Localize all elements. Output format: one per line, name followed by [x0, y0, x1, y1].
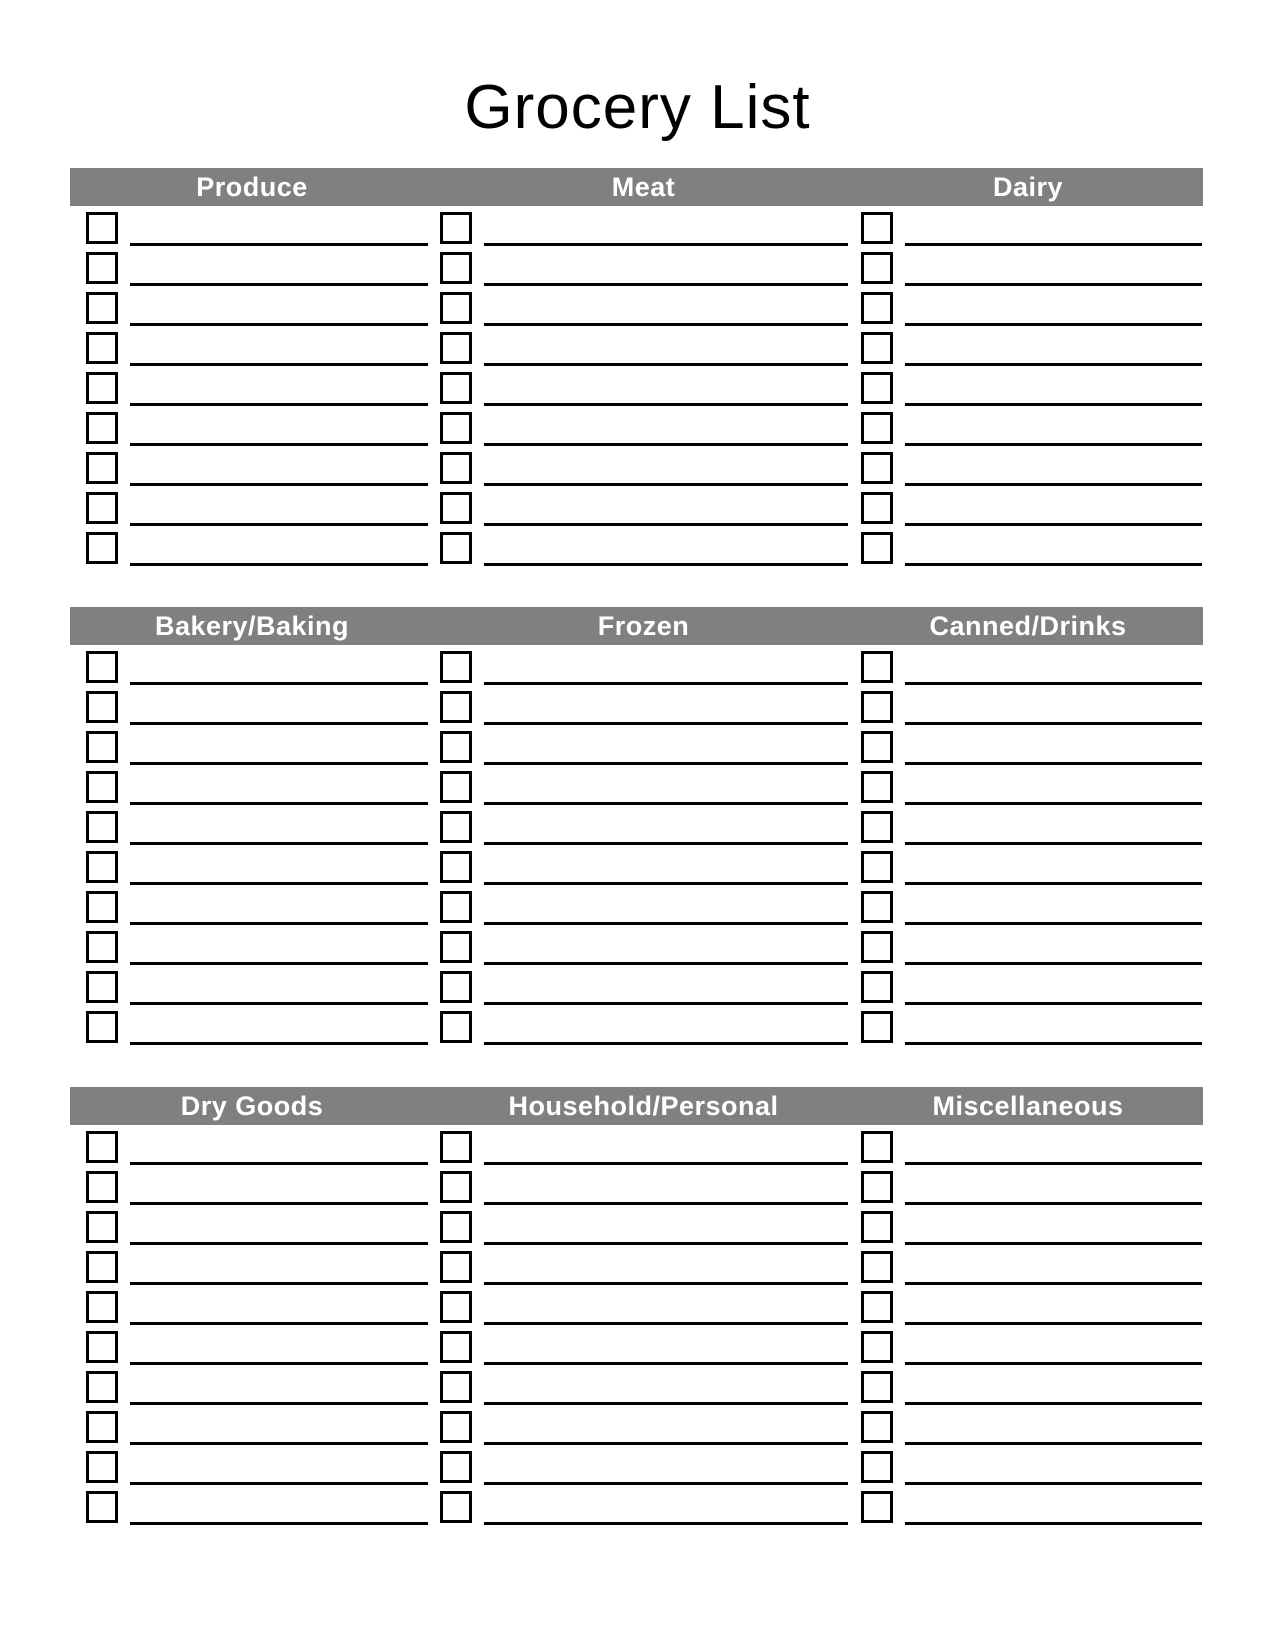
page-title: Grocery List — [464, 73, 811, 142]
checklist-cell — [70, 1165, 434, 1205]
checklist-cell — [853, 725, 1203, 765]
checklist-cell — [434, 1485, 853, 1525]
checklist-cell — [853, 965, 1203, 1005]
item-checkbox[interactable] — [440, 1491, 472, 1523]
item-checkbox[interactable] — [440, 1171, 472, 1203]
item-checkbox[interactable] — [86, 1011, 118, 1043]
item-checkbox[interactable] — [86, 811, 118, 843]
checklist-cell — [434, 486, 853, 526]
checklist-row — [70, 1485, 1203, 1525]
item-write-line[interactable] — [905, 1042, 1202, 1045]
checklist-row — [70, 885, 1203, 925]
section-header-band — [70, 607, 1203, 645]
checklist-cell — [853, 1205, 1203, 1245]
checklist-cell — [434, 805, 853, 845]
item-checkbox[interactable] — [861, 891, 893, 923]
checklist-cell — [434, 1285, 853, 1325]
checklist-cell — [853, 206, 1203, 246]
checklist-row — [70, 645, 1203, 685]
item-checkbox[interactable] — [440, 1011, 472, 1043]
checklist-rows — [70, 206, 1203, 566]
item-write-line[interactable] — [905, 563, 1202, 566]
checklist-cell — [853, 406, 1203, 446]
item-checkbox[interactable] — [861, 971, 893, 1003]
item-checkbox[interactable] — [861, 851, 893, 883]
item-checkbox[interactable] — [861, 1451, 893, 1483]
item-write-line[interactable] — [484, 1522, 848, 1525]
checklist-row — [70, 845, 1203, 885]
section-drygoods-household-misc — [70, 1087, 1203, 1525]
checklist-cell — [434, 366, 853, 406]
checklist-cell — [853, 685, 1203, 725]
checklist-cell — [70, 1125, 434, 1165]
checklist-cell — [70, 1485, 434, 1525]
checklist-row — [70, 1325, 1203, 1365]
checklist-cell — [853, 366, 1203, 406]
item-checkbox[interactable] — [86, 1451, 118, 1483]
checklist-row — [70, 1285, 1203, 1325]
checklist-cell — [853, 885, 1203, 925]
checklist-cell — [70, 1325, 434, 1365]
checklist-row — [70, 685, 1203, 725]
checklist-cell — [70, 1405, 434, 1445]
item-checkbox[interactable] — [440, 811, 472, 843]
section-produce-meat-dairy — [70, 168, 1203, 566]
checklist-cell — [70, 725, 434, 765]
item-write-line[interactable] — [484, 563, 848, 566]
item-checkbox[interactable] — [440, 1131, 472, 1163]
checklist-row — [70, 526, 1203, 566]
checklist-row — [70, 805, 1203, 845]
checklist-cell — [853, 765, 1203, 805]
item-checkbox[interactable] — [440, 1291, 472, 1323]
checklist-cell — [853, 286, 1203, 326]
item-checkbox[interactable] — [86, 971, 118, 1003]
item-checkbox[interactable] — [861, 651, 893, 683]
checklist-cell — [70, 765, 434, 805]
item-checkbox[interactable] — [86, 1371, 118, 1403]
checklist-cell — [70, 1005, 434, 1045]
item-checkbox[interactable] — [861, 1251, 893, 1283]
item-checkbox[interactable] — [440, 332, 472, 364]
checklist-row — [70, 246, 1203, 286]
checklist-cell — [70, 845, 434, 885]
checklist-row — [70, 765, 1203, 805]
item-checkbox[interactable] — [86, 1131, 118, 1163]
checklist-row — [70, 1005, 1203, 1045]
checklist-cell — [70, 526, 434, 566]
checklist-row — [70, 446, 1203, 486]
column-header: Household/Personal — [508, 1091, 779, 1121]
checklist-row — [70, 925, 1203, 965]
item-checkbox[interactable] — [861, 811, 893, 843]
item-checkbox[interactable] — [861, 1131, 893, 1163]
checklist-cell — [853, 805, 1203, 845]
item-checkbox[interactable] — [861, 532, 893, 564]
column-header: Meat — [611, 172, 676, 202]
checklist-cell — [853, 845, 1203, 885]
item-checkbox[interactable] — [861, 452, 893, 484]
checklist-cell — [434, 725, 853, 765]
checklist-cell — [434, 286, 853, 326]
item-checkbox[interactable] — [86, 412, 118, 444]
item-checkbox[interactable] — [440, 492, 472, 524]
item-checkbox[interactable] — [86, 771, 118, 803]
checklist-row — [70, 1365, 1203, 1405]
checklist-cell — [853, 1325, 1203, 1365]
item-checkbox[interactable] — [86, 452, 118, 484]
checklist-cell — [434, 326, 853, 366]
checklist-cell — [853, 1005, 1203, 1045]
item-checkbox[interactable] — [86, 332, 118, 364]
item-checkbox[interactable] — [440, 971, 472, 1003]
item-checkbox[interactable] — [86, 492, 118, 524]
item-checkbox[interactable] — [440, 452, 472, 484]
item-checkbox[interactable] — [440, 1451, 472, 1483]
item-checkbox[interactable] — [440, 771, 472, 803]
item-checkbox[interactable] — [861, 372, 893, 404]
checklist-cell — [434, 246, 853, 286]
item-checkbox[interactable] — [861, 771, 893, 803]
item-checkbox[interactable] — [86, 212, 118, 244]
checklist-cell — [434, 1405, 853, 1445]
item-checkbox[interactable] — [861, 731, 893, 763]
item-checkbox[interactable] — [86, 731, 118, 763]
column-header: Dry Goods — [180, 1091, 324, 1121]
checklist-row — [70, 1245, 1203, 1285]
item-checkbox[interactable] — [440, 1411, 472, 1443]
item-checkbox[interactable] — [861, 1011, 893, 1043]
checklist-cell — [853, 1445, 1203, 1485]
column-header: Produce — [196, 172, 308, 202]
section-header-band — [70, 1087, 1203, 1125]
checklist-cell — [70, 805, 434, 845]
checklist-cell — [853, 446, 1203, 486]
checklist-cell — [434, 1165, 853, 1205]
checklist-cell — [70, 1285, 434, 1325]
item-checkbox[interactable] — [861, 1371, 893, 1403]
item-checkbox[interactable] — [86, 931, 118, 963]
item-checkbox[interactable] — [440, 851, 472, 883]
checklist-cell — [434, 845, 853, 885]
item-write-line[interactable] — [905, 1522, 1202, 1525]
item-checkbox[interactable] — [440, 1371, 472, 1403]
item-checkbox[interactable] — [86, 1171, 118, 1203]
item-checkbox[interactable] — [440, 412, 472, 444]
checklist-row — [70, 965, 1203, 1005]
checklist-row — [70, 725, 1203, 765]
checklist-rows — [70, 1125, 1203, 1525]
checklist-cell — [434, 526, 853, 566]
column-header: Dairy — [992, 172, 1064, 202]
item-checkbox[interactable] — [86, 1411, 118, 1443]
checklist-row — [70, 486, 1203, 526]
item-checkbox[interactable] — [440, 1211, 472, 1243]
checklist-cell — [70, 326, 434, 366]
item-checkbox[interactable] — [861, 492, 893, 524]
checklist-cell — [70, 1445, 434, 1485]
column-header: Miscellaneous — [932, 1091, 1124, 1121]
item-checkbox[interactable] — [861, 1331, 893, 1363]
checklist-cell — [434, 885, 853, 925]
item-checkbox[interactable] — [86, 651, 118, 683]
checklist-cell — [70, 645, 434, 685]
item-checkbox[interactable] — [86, 891, 118, 923]
item-checkbox[interactable] — [440, 372, 472, 404]
checklist-cell — [70, 1205, 434, 1245]
checklist-cell — [434, 1205, 853, 1245]
checklist-cell — [853, 326, 1203, 366]
checklist-cell — [70, 1245, 434, 1285]
checklist-cell — [70, 925, 434, 965]
checklist-cell — [434, 1365, 853, 1405]
checklist-row — [70, 286, 1203, 326]
item-checkbox[interactable] — [440, 731, 472, 763]
checklist-cell — [434, 406, 853, 446]
item-checkbox[interactable] — [440, 212, 472, 244]
checklist-cell — [853, 645, 1203, 685]
item-checkbox[interactable] — [86, 1251, 118, 1283]
checklist-cell — [70, 366, 434, 406]
checklist-row — [70, 1125, 1203, 1165]
item-checkbox[interactable] — [861, 691, 893, 723]
checklist-row — [70, 326, 1203, 366]
checklist-cell — [853, 925, 1203, 965]
checklist-row — [70, 1165, 1203, 1205]
checklist-cell — [70, 1365, 434, 1405]
item-write-line[interactable] — [130, 1522, 428, 1525]
item-checkbox[interactable] — [861, 332, 893, 364]
checklist-row — [70, 206, 1203, 246]
item-checkbox[interactable] — [86, 1211, 118, 1243]
section-header-band — [70, 168, 1203, 206]
item-checkbox[interactable] — [861, 292, 893, 324]
item-write-line[interactable] — [130, 1042, 428, 1045]
checklist-cell — [70, 406, 434, 446]
item-checkbox[interactable] — [440, 252, 472, 284]
checklist-row — [70, 406, 1203, 446]
checklist-cell — [853, 246, 1203, 286]
checklist-cell — [853, 1165, 1203, 1205]
column-header: Canned/Drinks — [929, 611, 1127, 641]
checklist-rows — [70, 645, 1203, 1045]
item-checkbox[interactable] — [86, 1291, 118, 1323]
item-checkbox[interactable] — [861, 1291, 893, 1323]
item-checkbox[interactable] — [861, 1211, 893, 1243]
checklist-cell — [853, 1245, 1203, 1285]
checklist-cell — [70, 246, 434, 286]
checklist-cell — [70, 965, 434, 1005]
item-checkbox[interactable] — [86, 1331, 118, 1363]
checklist-cell — [853, 526, 1203, 566]
checklist-cell — [434, 1005, 853, 1045]
item-checkbox[interactable] — [86, 252, 118, 284]
checklist-cell — [853, 1405, 1203, 1445]
checklist-cell — [853, 1285, 1203, 1325]
checklist-row — [70, 366, 1203, 406]
checklist-cell — [70, 685, 434, 725]
checklist-cell — [434, 1125, 853, 1165]
checklist-cell — [434, 765, 853, 805]
item-checkbox[interactable] — [861, 1171, 893, 1203]
checklist-cell — [434, 925, 853, 965]
item-checkbox[interactable] — [440, 651, 472, 683]
checklist-row — [70, 1205, 1203, 1245]
checklist-cell — [70, 446, 434, 486]
checklist-cell — [853, 1365, 1203, 1405]
item-checkbox[interactable] — [86, 1491, 118, 1523]
item-checkbox[interactable] — [440, 532, 472, 564]
checklist-cell — [434, 1325, 853, 1365]
item-checkbox[interactable] — [440, 1331, 472, 1363]
checklist-cell — [434, 206, 853, 246]
checklist-cell — [70, 885, 434, 925]
item-checkbox[interactable] — [440, 931, 472, 963]
column-header: Frozen — [597, 611, 690, 641]
item-checkbox[interactable] — [86, 292, 118, 324]
column-header: Bakery/Baking — [154, 611, 350, 641]
item-checkbox[interactable] — [440, 891, 472, 923]
item-checkbox[interactable] — [86, 532, 118, 564]
section-bakery-frozen-canned — [70, 607, 1203, 1045]
checklist-cell — [853, 486, 1203, 526]
checklist-cell — [853, 1125, 1203, 1165]
checklist-cell — [853, 1485, 1203, 1525]
checklist-cell — [70, 286, 434, 326]
item-checkbox[interactable] — [86, 372, 118, 404]
item-checkbox[interactable] — [861, 931, 893, 963]
item-checkbox[interactable] — [440, 1251, 472, 1283]
item-checkbox[interactable] — [86, 691, 118, 723]
item-checkbox[interactable] — [440, 292, 472, 324]
checklist-row — [70, 1445, 1203, 1485]
item-checkbox[interactable] — [86, 851, 118, 883]
item-write-line[interactable] — [484, 1042, 848, 1045]
item-checkbox[interactable] — [861, 412, 893, 444]
item-checkbox[interactable] — [861, 252, 893, 284]
checklist-cell — [434, 965, 853, 1005]
checklist-cell — [434, 645, 853, 685]
item-write-line[interactable] — [130, 563, 428, 566]
checklist-row — [70, 1405, 1203, 1445]
checklist-cell — [434, 1445, 853, 1485]
item-checkbox[interactable] — [861, 212, 893, 244]
checklist-cell — [434, 1245, 853, 1285]
checklist-cell — [70, 486, 434, 526]
item-checkbox[interactable] — [440, 691, 472, 723]
item-checkbox[interactable] — [861, 1411, 893, 1443]
item-checkbox[interactable] — [861, 1491, 893, 1523]
checklist-cell — [70, 206, 434, 246]
checklist-cell — [434, 685, 853, 725]
checklist-cell — [434, 446, 853, 486]
